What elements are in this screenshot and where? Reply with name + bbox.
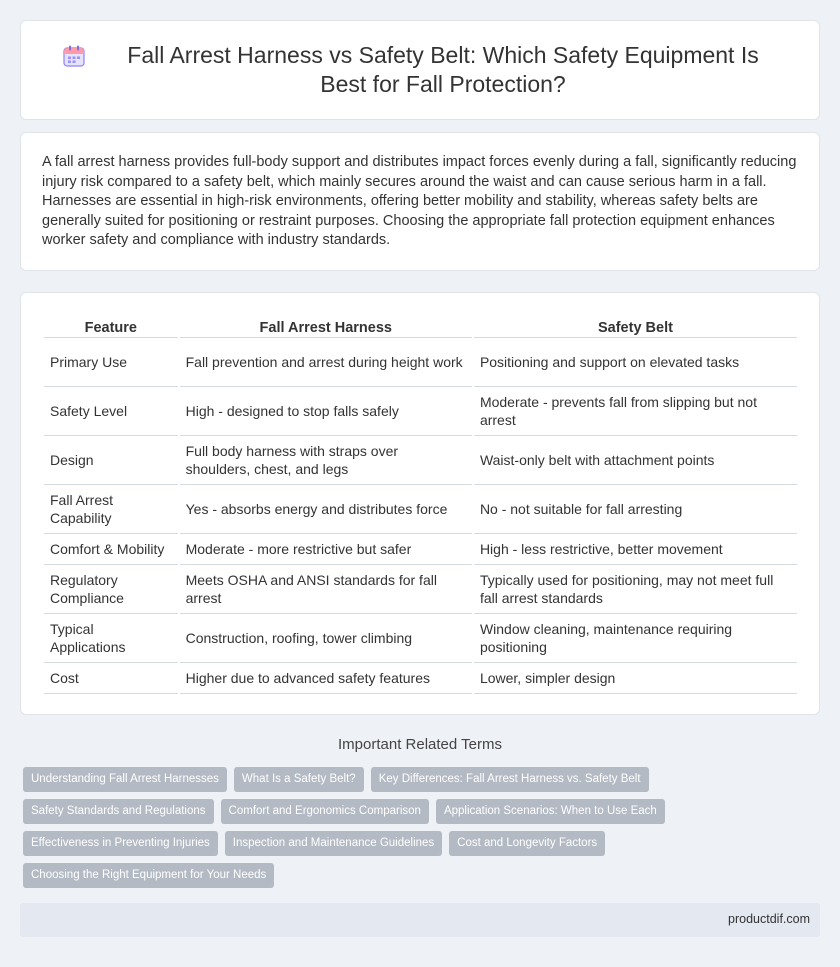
table-row	[44, 436, 797, 485]
belt-cell: Typically used for positioning, may not meet full fall arrest standards	[474, 565, 797, 614]
table-row	[44, 387, 797, 436]
belt-cell: Lower, simpler design	[474, 663, 797, 694]
feature-cell: Design	[44, 436, 178, 485]
harness-cell: Higher due to advanced safety features	[180, 663, 472, 694]
header-fall-arrest-harness: Fall Arrest Harness	[180, 314, 472, 338]
feature-cell: Fall Arrest Capability	[44, 485, 178, 534]
title-card	[20, 20, 820, 120]
harness-cell: Moderate - more restrictive but safer	[180, 534, 472, 565]
feature-cell: Cost	[44, 663, 178, 694]
page-title: Fall Arrest Harness vs Safety Belt: Which Safety Equipment Is Best for Fall Protection?	[127, 42, 759, 97]
feature-cell: Primary Use	[44, 338, 178, 387]
table-row	[44, 485, 797, 534]
comparison-table	[42, 314, 799, 694]
header-feature: Feature	[44, 314, 178, 338]
belt-cell: No - not suitable for fall arresting	[474, 485, 797, 534]
belt-cell: Positioning and support on elevated tasks	[474, 338, 797, 387]
harness-cell: Meets OSHA and ANSI standards for fall arrest	[180, 565, 472, 614]
table-header-row	[44, 314, 797, 338]
related-term-tag[interactable]: Comfort and Ergonomics Comparison	[221, 799, 429, 824]
related-terms-tags	[23, 767, 803, 895]
harness-cell: High - designed to stop falls safely	[180, 387, 472, 436]
harness-cell: Fall prevention and arrest during height work	[180, 338, 472, 387]
summary-text: A fall arrest harness provides full-body support and distributes impact forces evenly during a fall, significantly reducing injury risk compared to a safety belt, which mainly secures around the waist and can cause serious harm in a fall. Harnesses are essential in high-risk environments, offering better mobility and stability, whereas safety belts are generally suited for positioning or restraint purposes. Choosing the appropriate fall protection equipment enhances worker safety and compliance with industry standards.	[42, 154, 797, 249]
related-term-tag[interactable]: Application Scenarios: When to Use Each	[436, 799, 665, 824]
table-row	[44, 338, 797, 387]
footer-site-link[interactable]: productdif.com	[728, 912, 810, 926]
related-term-tag[interactable]: Cost and Longevity Factors	[449, 831, 605, 856]
belt-cell: Window cleaning, maintenance requiring positioning	[474, 614, 797, 663]
feature-cell: Regulatory Compliance	[44, 565, 178, 614]
belt-cell: Waist-only belt with attachment points	[474, 436, 797, 485]
related-term-tag[interactable]: Effectiveness in Preventing Injuries	[23, 831, 218, 856]
footer-bar	[20, 903, 820, 937]
harness-cell: Construction, roofing, tower climbing	[180, 614, 472, 663]
related-term-tag[interactable]: Choosing the Right Equipment for Your Needs	[23, 863, 274, 888]
table-row	[44, 534, 797, 565]
related-term-tag[interactable]: Key Differences: Fall Arrest Harness vs. Safety Belt	[371, 767, 649, 792]
related-term-tag[interactable]: Safety Standards and Regulations	[23, 799, 214, 824]
belt-cell: High - less restrictive, better movement	[474, 534, 797, 565]
related-term-tag[interactable]: Understanding Fall Arrest Harnesses	[23, 767, 227, 792]
title-wrap	[21, 21, 819, 119]
calendar-icon	[61, 43, 87, 69]
feature-cell: Comfort & Mobility	[44, 534, 178, 565]
table-row	[44, 663, 797, 694]
belt-cell: Moderate - prevents fall from slipping but not arrest	[474, 387, 797, 436]
header-safety-belt: Safety Belt	[474, 314, 797, 338]
comparison-card	[20, 292, 820, 715]
related-terms-title: Important Related Terms	[338, 736, 502, 753]
harness-cell: Full body harness with straps over shoulders, chest, and legs	[180, 436, 472, 485]
table-row	[44, 614, 797, 663]
feature-cell: Safety Level	[44, 387, 178, 436]
harness-cell: Yes - absorbs energy and distributes force	[180, 485, 472, 534]
related-term-tag[interactable]: What Is a Safety Belt?	[234, 767, 364, 792]
summary-card	[20, 132, 820, 271]
related-term-tag[interactable]: Inspection and Maintenance Guidelines	[225, 831, 442, 856]
table-row	[44, 565, 797, 614]
feature-cell: Typical Applications	[44, 614, 178, 663]
